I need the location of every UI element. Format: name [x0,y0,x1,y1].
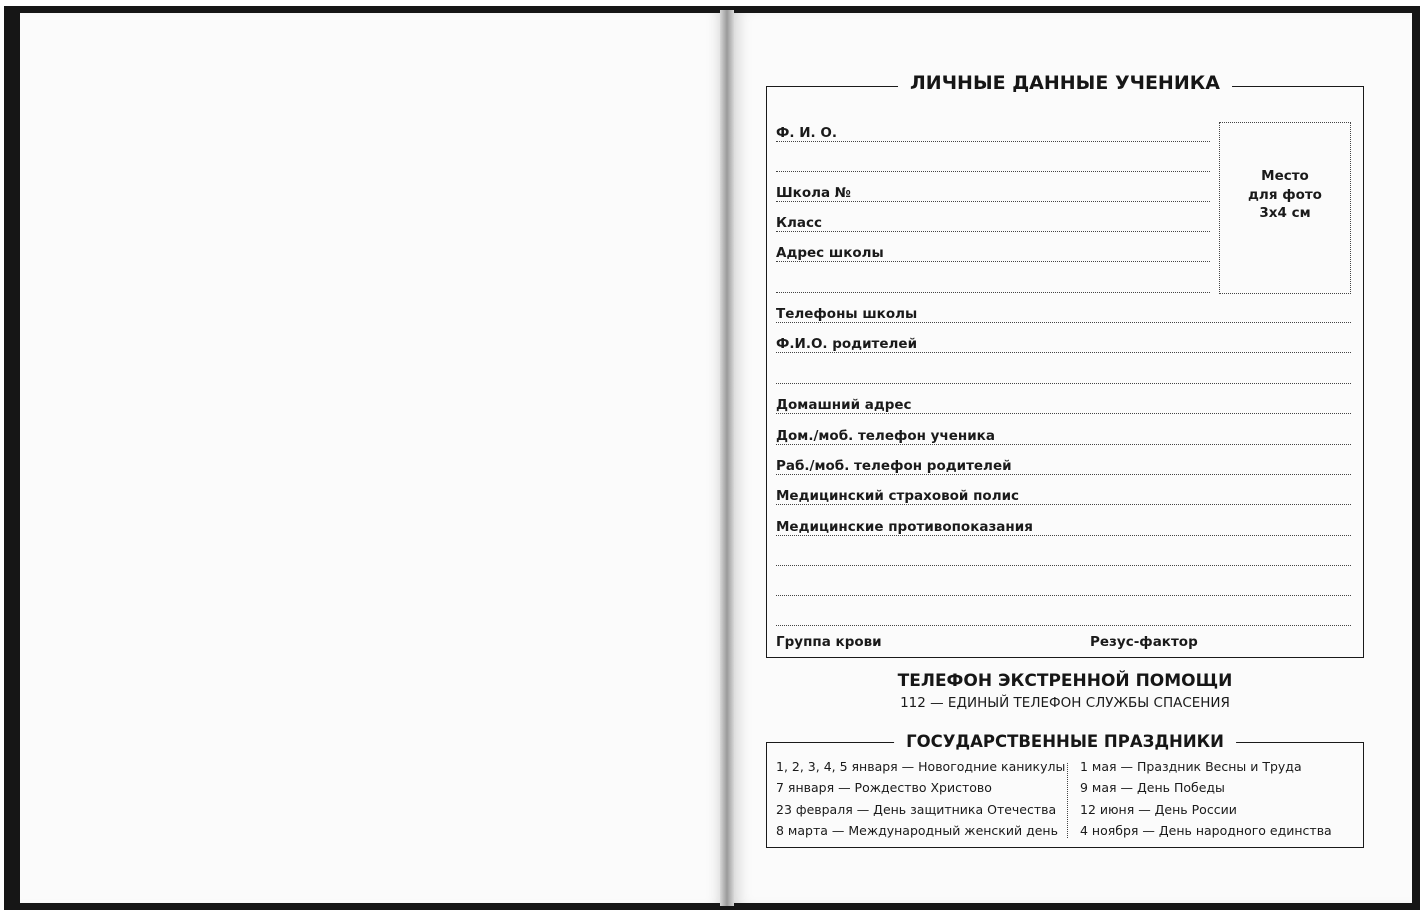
holiday-item: 1 мая — Праздник Весны и Труда [1080,759,1302,774]
photo-label-line3: 3x4 см [1259,205,1311,221]
field-fio-line2 [776,155,1210,172]
field-school-address: Адрес школы [776,245,1210,262]
personal-data-title: ЛИЧНЫЕ ДАННЫЕ УЧЕНИКА [898,72,1232,94]
field-parents-fio-line2 [776,367,1351,384]
emergency-title: ТЕЛЕФОН ЭКСТРЕННОЙ ПОМОЩИ [897,671,1233,691]
emergency-text: 112 — ЕДИНЫЙ ТЕЛЕФОН СЛУЖБЫ СПАСЕНИЯ [900,695,1230,711]
holidays-divider [1067,763,1068,838]
field-school: Школа № [776,185,1210,202]
field-parents-fio: Ф.И.О. родителей [776,336,1351,353]
holiday-item: 12 июня — День России [1080,801,1237,817]
photo-label-line2: для фото [1248,186,1322,203]
field-med-contra: Медицинские противопоказания [776,519,1351,536]
photo-label-line1: Место [1261,168,1309,184]
field-parents-phone: Раб./моб. телефон родителей [776,458,1351,475]
field-student-phone: Дом./моб. телефон ученика [776,428,1351,445]
field-med-contra-line2 [776,549,1351,566]
photo-placeholder [1219,122,1351,294]
holiday-item: 4 ноября — День народного единства [1080,822,1332,838]
field-rh-factor: Резус-фактор [1090,634,1198,650]
holiday-item: 9 мая — День Победы [1080,780,1225,796]
field-blood-group: Группа крови [776,634,882,650]
left-page-blank [20,13,720,903]
field-med-contra-line3 [776,579,1351,596]
holiday-item: 8 марта — Международный женский день [776,822,1058,838]
holiday-item: 23 февраля — День защитника Отечества [776,801,1057,817]
field-school-phones: Телефоны школы [776,306,1351,323]
field-fio: Ф. И. О. [776,125,1210,142]
holiday-item: 7 января — Рождество Христово [776,780,992,796]
field-class: Класс [776,215,1210,232]
field-home-address: Домашний адрес [776,397,1351,414]
field-med-contra-line4 [776,609,1351,626]
holiday-item: 1, 2, 3, 4, 5 января — Новогодние каникулы [776,759,1066,774]
holidays-title: ГОСУДАРСТВЕННЫЕ ПРАЗДНИКИ [894,732,1236,751]
field-school-address-line2 [776,276,1210,293]
holidays-left-column [776,756,1065,841]
holidays-right-column [1080,756,1332,841]
notebook-spine [720,10,734,906]
field-med-policy: Медицинский страховой полис [776,488,1351,505]
